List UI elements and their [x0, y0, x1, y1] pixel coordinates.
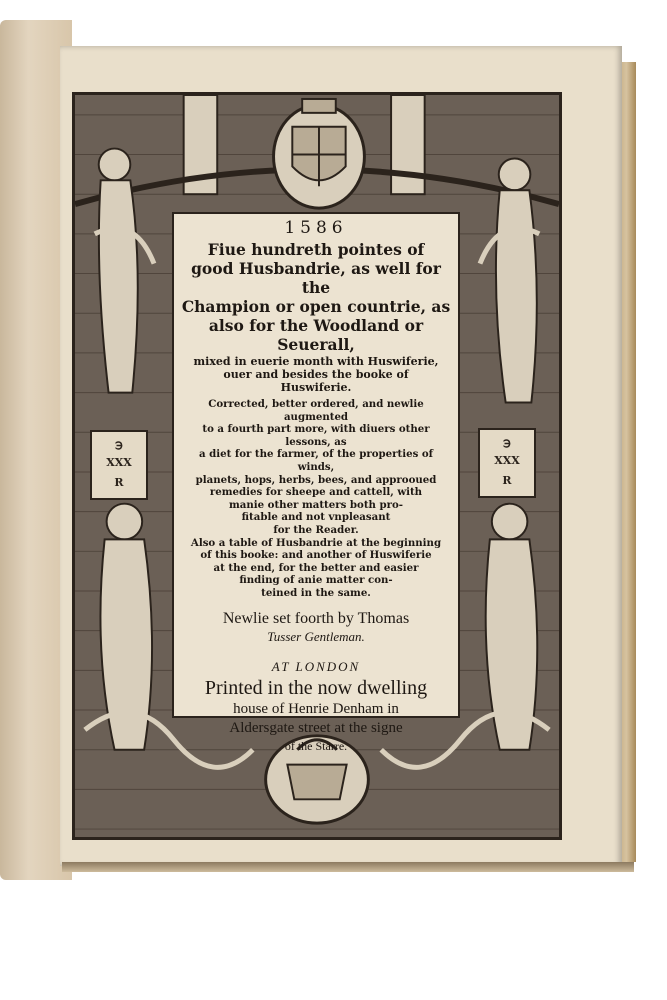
table-note-line: teined in the same.	[261, 586, 371, 599]
table-note-line: of this booke: and another of Huswiferie	[200, 549, 432, 562]
description-line: fitable and not vnpleasant	[241, 511, 391, 524]
imprint-sign: of the Starre.	[284, 738, 348, 753]
subtitle-line: mixed in euerie month with Huswiferie,	[193, 355, 439, 368]
description-line: to a fourth part more, with diuers other lessons, as	[202, 423, 430, 448]
publication-year: 1586	[284, 218, 348, 238]
title-line: good Husbandrie, as well for the	[191, 259, 441, 297]
description-line: remedies for sheepe and cattell, with	[209, 486, 423, 499]
title-panel	[172, 212, 460, 753]
author-line: Newlie set foorth by Thomas	[222, 609, 410, 627]
table-note-line: Also a table of Husbandrie at the beginning	[190, 536, 442, 549]
description-line: a diet for the farmer, of the properties of winds,	[198, 448, 434, 473]
printer-monogram-icon: ℈ ⅩⅩⅩ R	[478, 428, 536, 498]
author-name: Tusser Gentleman.	[267, 628, 365, 644]
imprint-printed: Printed in the now dwelling	[204, 676, 428, 699]
description-line: for the Reader.	[273, 523, 359, 536]
imprint-place: AT LONDON	[271, 658, 361, 674]
description	[180, 398, 452, 537]
imprint-line: house of Henrie Denham in	[233, 700, 399, 717]
binding-edge	[62, 862, 634, 872]
main-title	[180, 240, 452, 354]
imprint-address	[174, 700, 458, 738]
table-note-line: at the end, for the better and easier	[213, 561, 419, 574]
title-line: also for the Woodland or Seuerall,	[208, 316, 424, 354]
table-note	[180, 537, 452, 600]
subtitle-line: Huswiferie.	[280, 381, 352, 394]
description-line: planets, hops, herbs, bees, and approoued	[195, 473, 437, 486]
printer-monogram-icon: ℈ ⅩⅩⅩ R	[90, 430, 148, 500]
description-line: manie other matters both pro-	[228, 498, 403, 511]
title-line: Fiue hundreth pointes of	[207, 240, 425, 259]
subtitle-line: ouer and besides the booke of	[223, 368, 409, 381]
subtitle	[184, 355, 448, 394]
title-line: Champion or open countrie, as	[181, 297, 451, 316]
imprint-line: Aldersgate street at the signe	[229, 719, 403, 736]
table-note-line: finding of anie matter con-	[239, 574, 393, 587]
description-line: Corrected, better ordered, and newlie augmented	[208, 398, 424, 423]
